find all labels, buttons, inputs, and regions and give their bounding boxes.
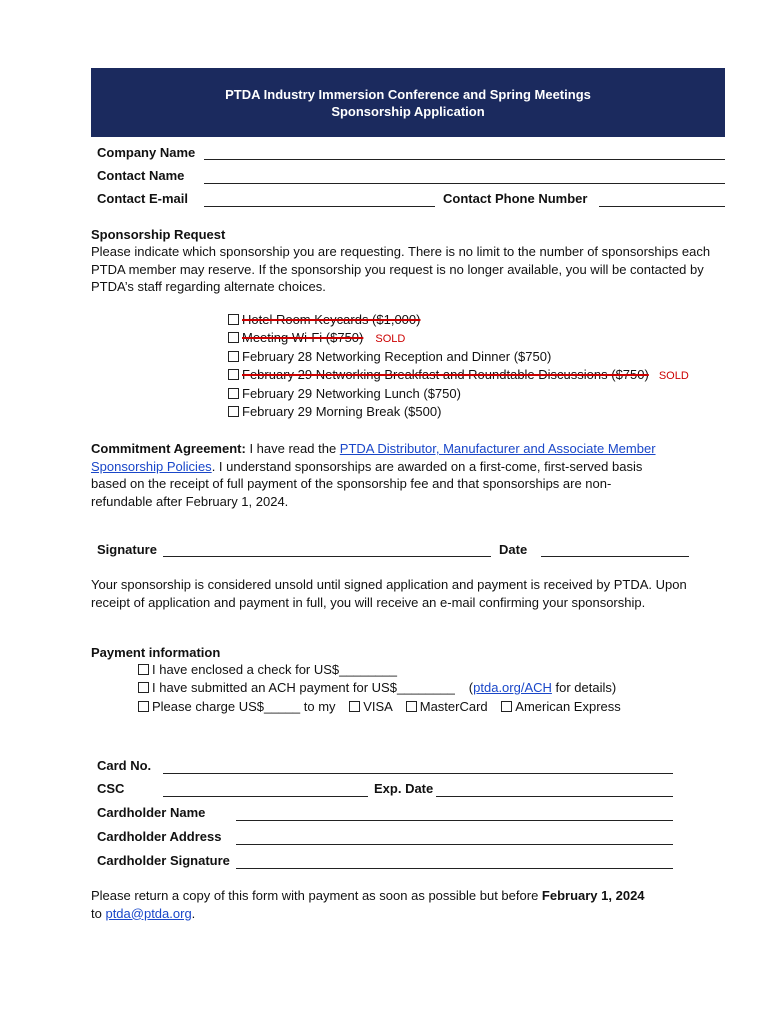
policies-link[interactable]: PTDA Distributor, Manufacturer and Associate Member Sponsorship Policies: [91, 441, 656, 474]
commitment-text-end: . I understand sponsorships are awarded on a first-come, first-served basis based on the receipt of full payment of the sponsorship fee and that sponsorships are non-refundable after February 1, 2024.: [91, 458, 643, 509]
option-hotel-keycards[interactable]: [228, 312, 420, 327]
email-link[interactable]: ptda@ptda.org: [105, 905, 192, 921]
checkbox-icon[interactable]: [228, 314, 239, 325]
payment-option-ach[interactable]: [138, 680, 616, 695]
payment-check-label: I have enclosed a check for US$________: [152, 662, 398, 677]
cardholder-address-label: Cardholder Address: [97, 829, 222, 844]
card-number-field[interactable]: [163, 773, 673, 774]
company-name-label: Company Name: [97, 145, 196, 160]
contact-name-label: Contact Name: [97, 168, 185, 183]
card-number-label: Card No.: [97, 758, 152, 773]
payment-heading: Payment information: [91, 645, 221, 660]
return-end: .: [191, 905, 196, 921]
commitment-label: Commitment Agreement:: [91, 441, 246, 456]
sold-badge: SOLD: [658, 370, 689, 382]
commitment-text: I have read the: [245, 441, 340, 456]
ach-link-suffix: for details): [551, 680, 617, 695]
contact-email-field[interactable]: [204, 206, 435, 207]
checkbox-icon[interactable]: [228, 332, 239, 343]
exp-date-label: Exp. Date: [374, 781, 434, 796]
cardholder-address-field[interactable]: [236, 844, 673, 845]
option-label: February 28 Networking Reception and Dinner ($750): [242, 349, 552, 364]
option-label: Meeting Wi-Fi ($750): [242, 330, 364, 345]
checkbox-icon[interactable]: [138, 682, 149, 693]
option-feb28-reception[interactable]: [228, 349, 551, 364]
csc-label: CSC: [97, 781, 125, 796]
option-label: Hotel Room Keycards ($1,000): [242, 312, 421, 327]
date-label: Date: [499, 542, 528, 557]
sponsorship-notice: Your sponsorship is considered unsold until signed application and payment is received by PTDA. Upon receipt of application and payment in full, you will receive an e-mail confirming your sponsorship.: [91, 577, 687, 610]
contact-phone-label: Contact Phone Number: [443, 191, 588, 206]
checkbox-icon[interactable]: [138, 701, 149, 712]
option-feb29-breakfast[interactable]: [228, 367, 689, 382]
signature-field[interactable]: [163, 556, 491, 557]
visa-label: VISA: [363, 699, 393, 714]
payment-option-charge[interactable]: [138, 699, 621, 714]
cardholder-name-field[interactable]: [236, 820, 673, 821]
header-title: PTDA Industry Immersion Conference and Spring Meetings: [225, 86, 591, 102]
visa-checkbox-icon[interactable]: [349, 701, 360, 712]
option-feb29-break[interactable]: [228, 404, 441, 419]
cardholder-signature-field[interactable]: [236, 868, 673, 869]
option-feb29-lunch[interactable]: [228, 386, 461, 401]
option-label: February 29 Networking Breakfast and Roundtable Discussions ($750): [242, 367, 649, 382]
option-label: February 29 Morning Break ($500): [242, 404, 442, 419]
date-field[interactable]: [541, 556, 689, 557]
amex-label: American Express: [515, 699, 621, 714]
cardholder-signature-label: Cardholder Signature: [97, 853, 230, 868]
amex-checkbox-icon[interactable]: [501, 701, 512, 712]
header-subtitle: Sponsorship Application: [331, 103, 485, 119]
form-header: [91, 68, 725, 137]
checkbox-icon[interactable]: [228, 369, 239, 380]
contact-email-label: Contact E-mail: [97, 191, 189, 206]
ach-paren: (: [468, 680, 474, 695]
option-meeting-wifi[interactable]: [228, 330, 405, 345]
company-name-field[interactable]: [204, 159, 725, 160]
checkbox-icon[interactable]: [228, 388, 239, 399]
sold-badge: SOLD: [375, 333, 406, 345]
mastercard-checkbox-icon[interactable]: [406, 701, 417, 712]
mastercard-label: MasterCard: [419, 699, 488, 714]
commitment-agreement: [91, 440, 671, 510]
contact-name-field[interactable]: [204, 183, 725, 184]
return-to: to: [91, 905, 106, 921]
deadline: February 1, 2024: [541, 888, 645, 903]
sponsorship-request-intro: Please indicate which sponsorship you are requesting. There is no limit to the number of sponsorships each PTDA member may reserve. If the sponsorship you request is no longer available, you will be contacted by PTDA’s staff regarding alternate choices.: [91, 244, 711, 294]
payment-charge-label: Please charge US$_____ to my: [152, 699, 336, 714]
signature-label: Signature: [97, 542, 157, 557]
checkbox-icon[interactable]: [138, 664, 149, 675]
csc-field[interactable]: [163, 796, 368, 797]
option-label: February 29 Networking Lunch ($750): [242, 386, 461, 401]
cardholder-name-label: Cardholder Name: [97, 805, 206, 820]
return-text: Please return a copy of this form with payment as soon as possible but before: [91, 888, 542, 903]
payment-ach-label: I have submitted an ACH payment for US$________: [152, 680, 455, 695]
ach-link[interactable]: ptda.org/ACH: [473, 680, 552, 695]
exp-date-field[interactable]: [436, 796, 673, 797]
checkbox-icon[interactable]: [228, 406, 239, 417]
checkbox-icon[interactable]: [228, 351, 239, 362]
contact-phone-field[interactable]: [599, 206, 725, 207]
sponsorship-request-heading: Sponsorship Request: [91, 227, 226, 242]
payment-option-check[interactable]: [138, 662, 397, 677]
return-instructions: [91, 887, 691, 922]
